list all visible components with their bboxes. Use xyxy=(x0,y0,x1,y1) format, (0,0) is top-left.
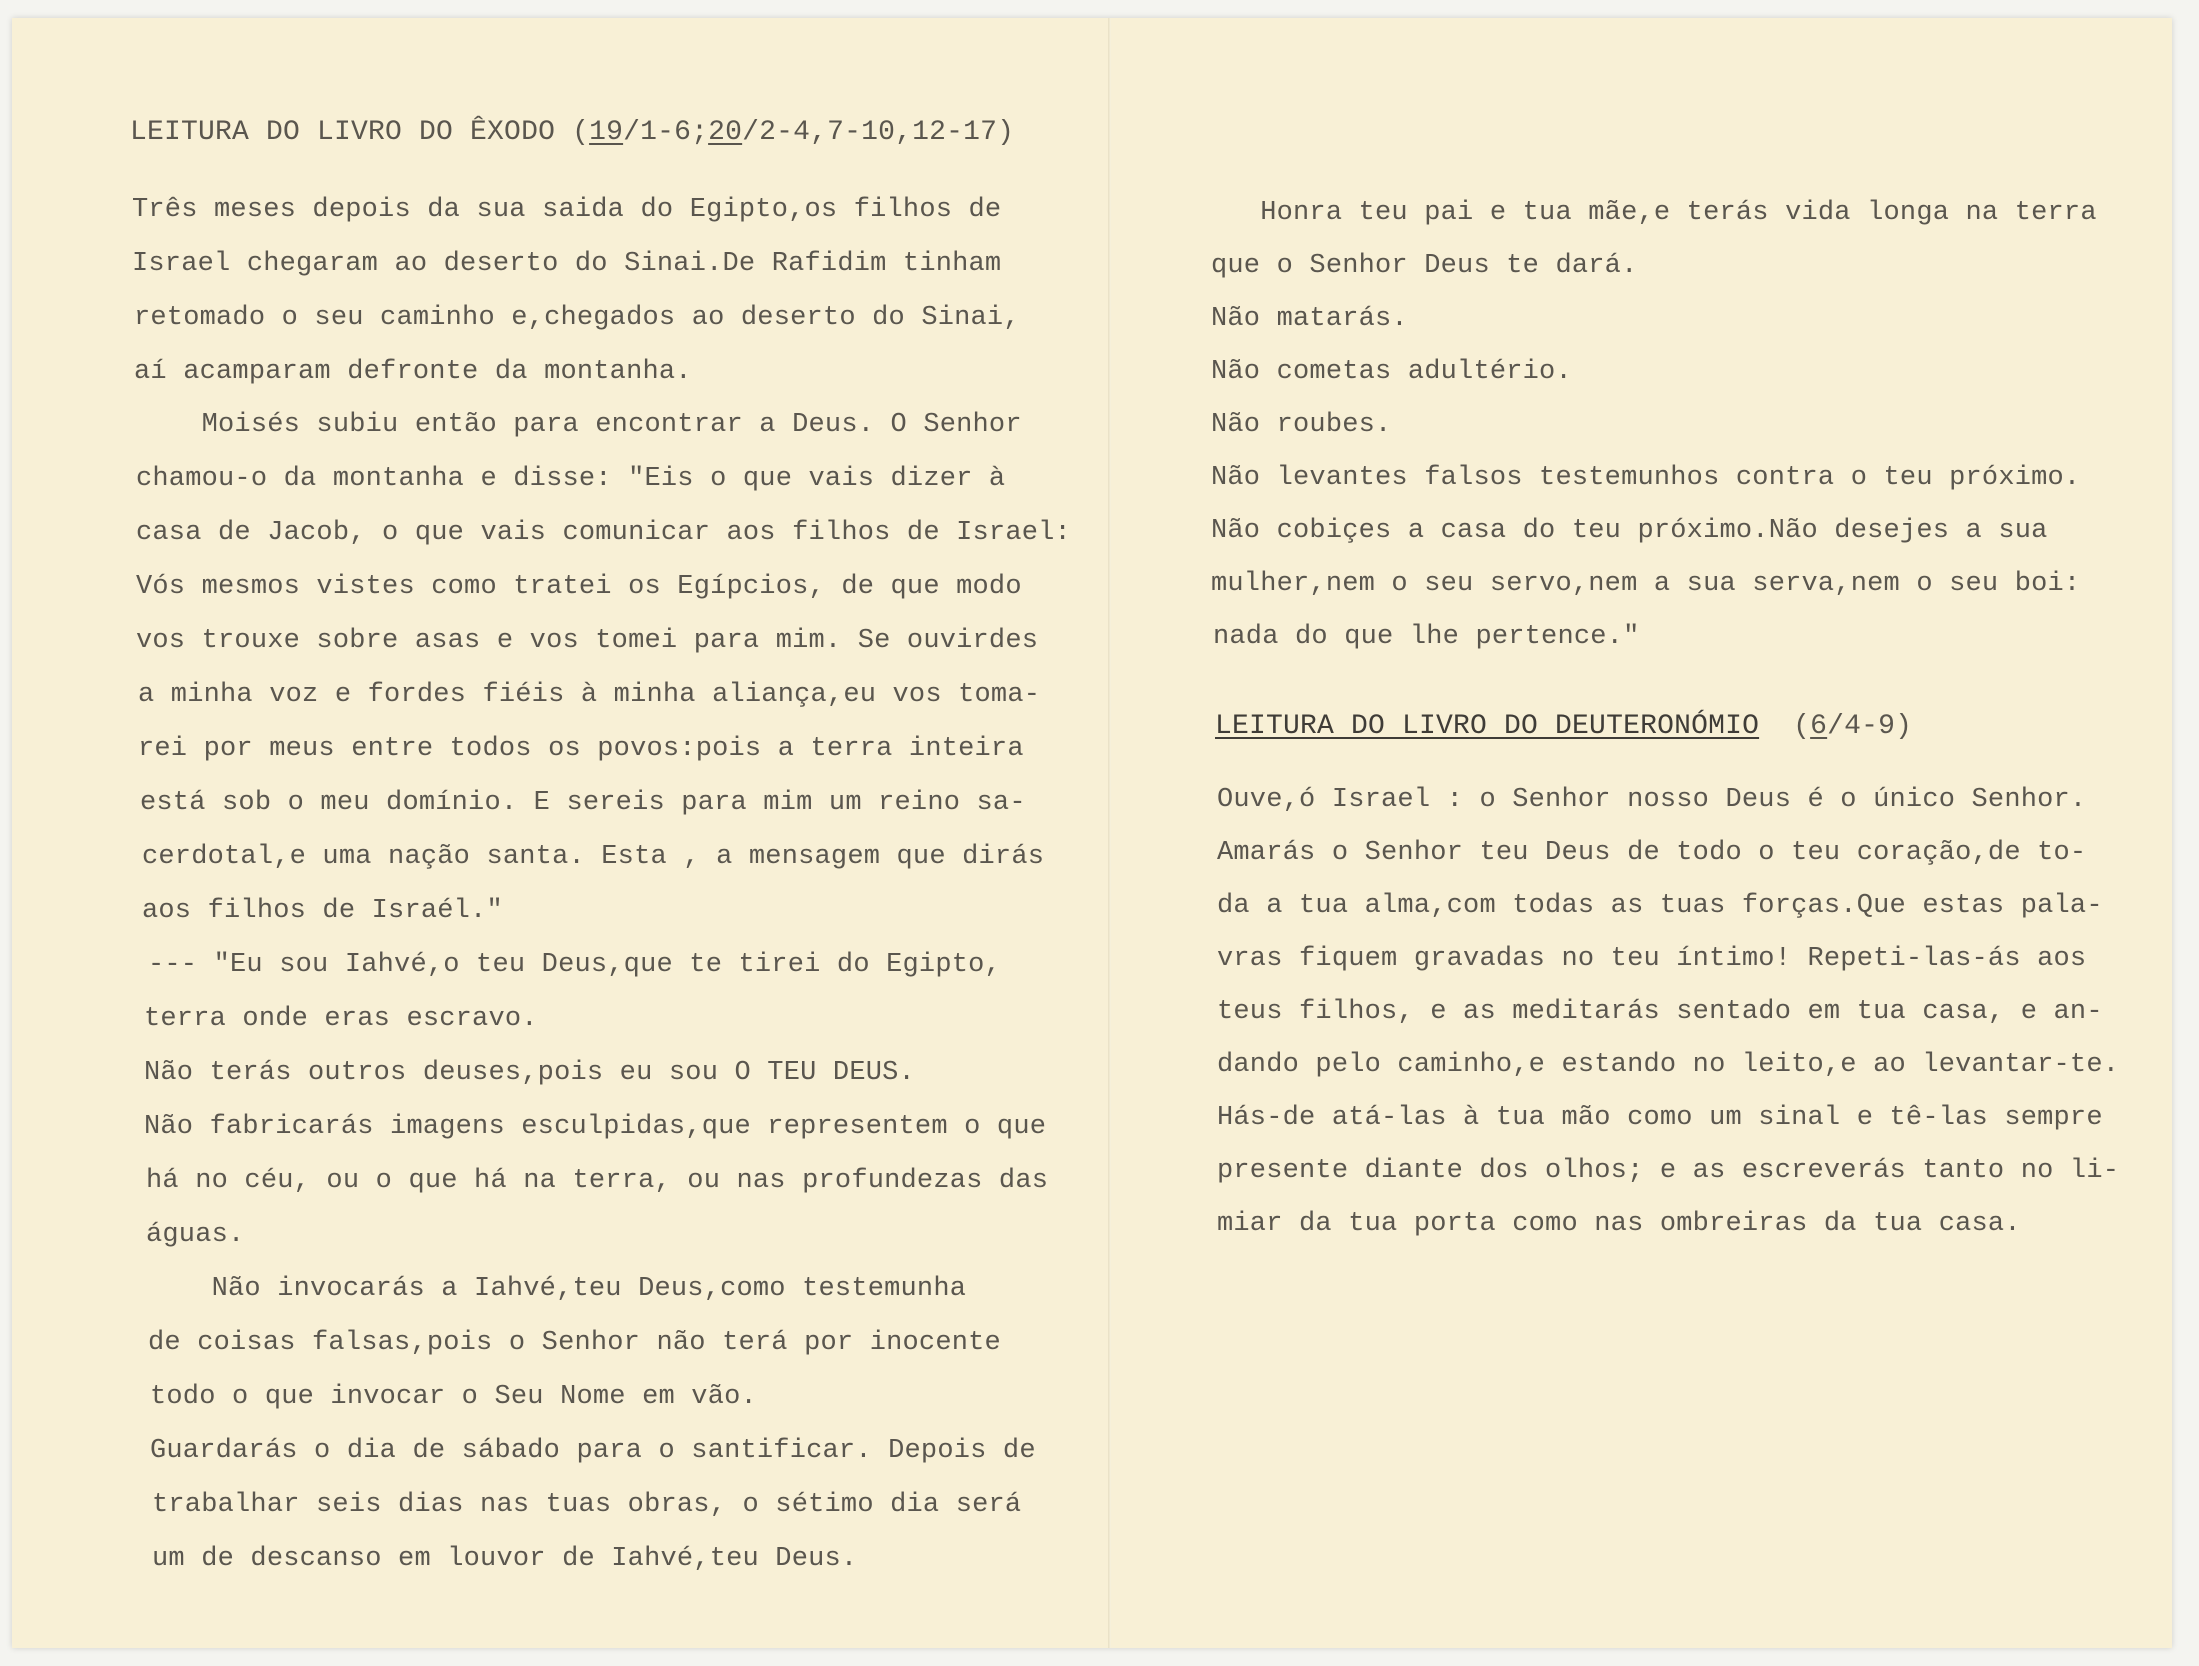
text-line: que o Senhor Deus te dará. xyxy=(1211,251,1638,281)
text-line: Não terás outros deuses,pois eu sou O TEU DEUS. xyxy=(144,1058,915,1088)
text-line: terra onde eras escravo. xyxy=(144,1004,538,1034)
text-line: aos filhos de Israél." xyxy=(142,896,503,926)
text-line: Honra teu pai e tua mãe,e terás vida longa na terra xyxy=(1211,198,2097,228)
title-ref-verses-1: /1-6; xyxy=(623,117,709,148)
text-line: Não roubes. xyxy=(1211,410,1392,440)
title-ref-chapter-1: 19 xyxy=(589,117,624,148)
text-line: Amarás o Senhor teu Deus de todo o teu coração,de to- xyxy=(1217,838,2087,868)
document-sheet xyxy=(12,18,2172,1648)
text-line: da a tua alma,com todas as tuas forças.Que estas pala- xyxy=(1217,891,2103,921)
text-line: um de descanso em louvor de Iahvé,teu Deus. xyxy=(152,1544,858,1574)
text-line: Não levantes falsos testemunhos contra o teu próximo. xyxy=(1211,463,2081,493)
text-line: casa de Jacob, o que vais comunicar aos filhos de Israel: xyxy=(136,518,1071,548)
text-line: --- "Eu sou Iahvé,o teu Deus,que te tirei do Egipto, xyxy=(148,950,1001,980)
text-line: cerdotal,e uma nação santa. Esta , a mensagem que dirás xyxy=(142,842,1045,872)
left-page xyxy=(12,18,1108,1648)
text-line: Vós mesmos vistes como tratei os Egípcios, de que modo xyxy=(136,572,1022,602)
text-line: há no céu, ou o que há na terra, ou nas profundezas das xyxy=(146,1166,1049,1196)
text-line: retomado o seu caminho e,chegados ao deserto do Sinai, xyxy=(134,303,1020,333)
text-line: mulher,nem o seu servo,nem a sua serva,nem o seu boi: xyxy=(1211,569,2081,599)
text-line: Hás-de atá-las à tua mão como um sinal e tê-las sempre xyxy=(1217,1103,2103,1133)
text-line: teus filhos, e as meditarás sentado em tua casa, e an- xyxy=(1217,997,2103,1027)
text-line: águas. xyxy=(146,1220,245,1250)
text-line: rei por meus entre todos os povos:pois a terra inteira xyxy=(138,734,1024,764)
text-line: Não invocarás a Iahvé,teu Deus,como testemunha xyxy=(146,1274,967,1304)
title-text: LEITURA DO LIVRO DO DEUTERONÓMIO xyxy=(1215,711,1760,742)
text-line: presente diante dos olhos; e as escreverás tanto no li- xyxy=(1217,1156,2120,1186)
right-page xyxy=(1111,18,2172,1648)
title-ref-verses: /4-9) xyxy=(1827,711,1913,742)
title-ref-chapter-2: 20 xyxy=(708,117,743,148)
text-line: Não matarás. xyxy=(1211,304,1408,334)
text-line: Moisés subiu então para encontrar a Deus. O Senhor xyxy=(136,410,1022,440)
text-line: Israel chegaram ao deserto do Sinai.De Rafidim tinham xyxy=(132,249,1002,279)
text-line: está sob o meu domínio. E sereis para mim um reino sa- xyxy=(140,788,1026,818)
text-line: Não fabricarás imagens esculpidas,que representem o que xyxy=(144,1112,1047,1142)
title-text: LEITURA DO LIVRO DO ÊXODO ( xyxy=(130,117,590,148)
text-line: aí acamparam defronte da montanha. xyxy=(134,357,692,387)
text-line: trabalhar seis dias nas tuas obras, o sétimo dia será xyxy=(152,1490,1022,1520)
text-line: Não cobiçes a casa do teu próximo.Não desejes a sua xyxy=(1211,516,2048,546)
text-line: Não cometas adultério. xyxy=(1211,357,1572,387)
title-ref-verses-2: /2-4,7-10,12-17) xyxy=(742,117,1015,148)
text-line: chamou-o da montanha e disse: "Eis o que vais dizer à xyxy=(136,464,1006,494)
text-line: Guardarás o dia de sábado para o santificar. Depois de xyxy=(150,1436,1036,1466)
text-line: nada do que lhe pertence." xyxy=(1213,622,1640,652)
exodus-reading-title xyxy=(130,116,1014,150)
deuteronomy-reading-title xyxy=(1215,710,1912,744)
text-line: Três meses depois da sua saida do Egipto,os filhos de xyxy=(132,195,1002,225)
text-line: todo o que invocar o Seu Nome em vão. xyxy=(150,1382,757,1412)
text-line: vras fiquem gravadas no teu íntimo! Repeti-las-ás aos xyxy=(1217,944,2087,974)
title-ref-open: ( xyxy=(1793,711,1811,742)
title-ref-chapter: 6 xyxy=(1810,711,1828,742)
text-line: vos trouxe sobre asas e vos tomei para mim. Se ouvirdes xyxy=(136,626,1039,656)
text-line: de coisas falsas,pois o Senhor não terá por inocente xyxy=(148,1328,1001,1358)
text-line: miar da tua porta como nas ombreiras da tua casa. xyxy=(1217,1209,2021,1239)
text-line: dando pelo caminho,e estando no leito,e ao levantar-te. xyxy=(1217,1050,2120,1080)
text-line: Ouve,ó Israel : o Senhor nosso Deus é o único Senhor. xyxy=(1217,785,2087,815)
text-line: a minha voz e fordes fiéis à minha aliança,eu vos toma- xyxy=(138,680,1041,710)
